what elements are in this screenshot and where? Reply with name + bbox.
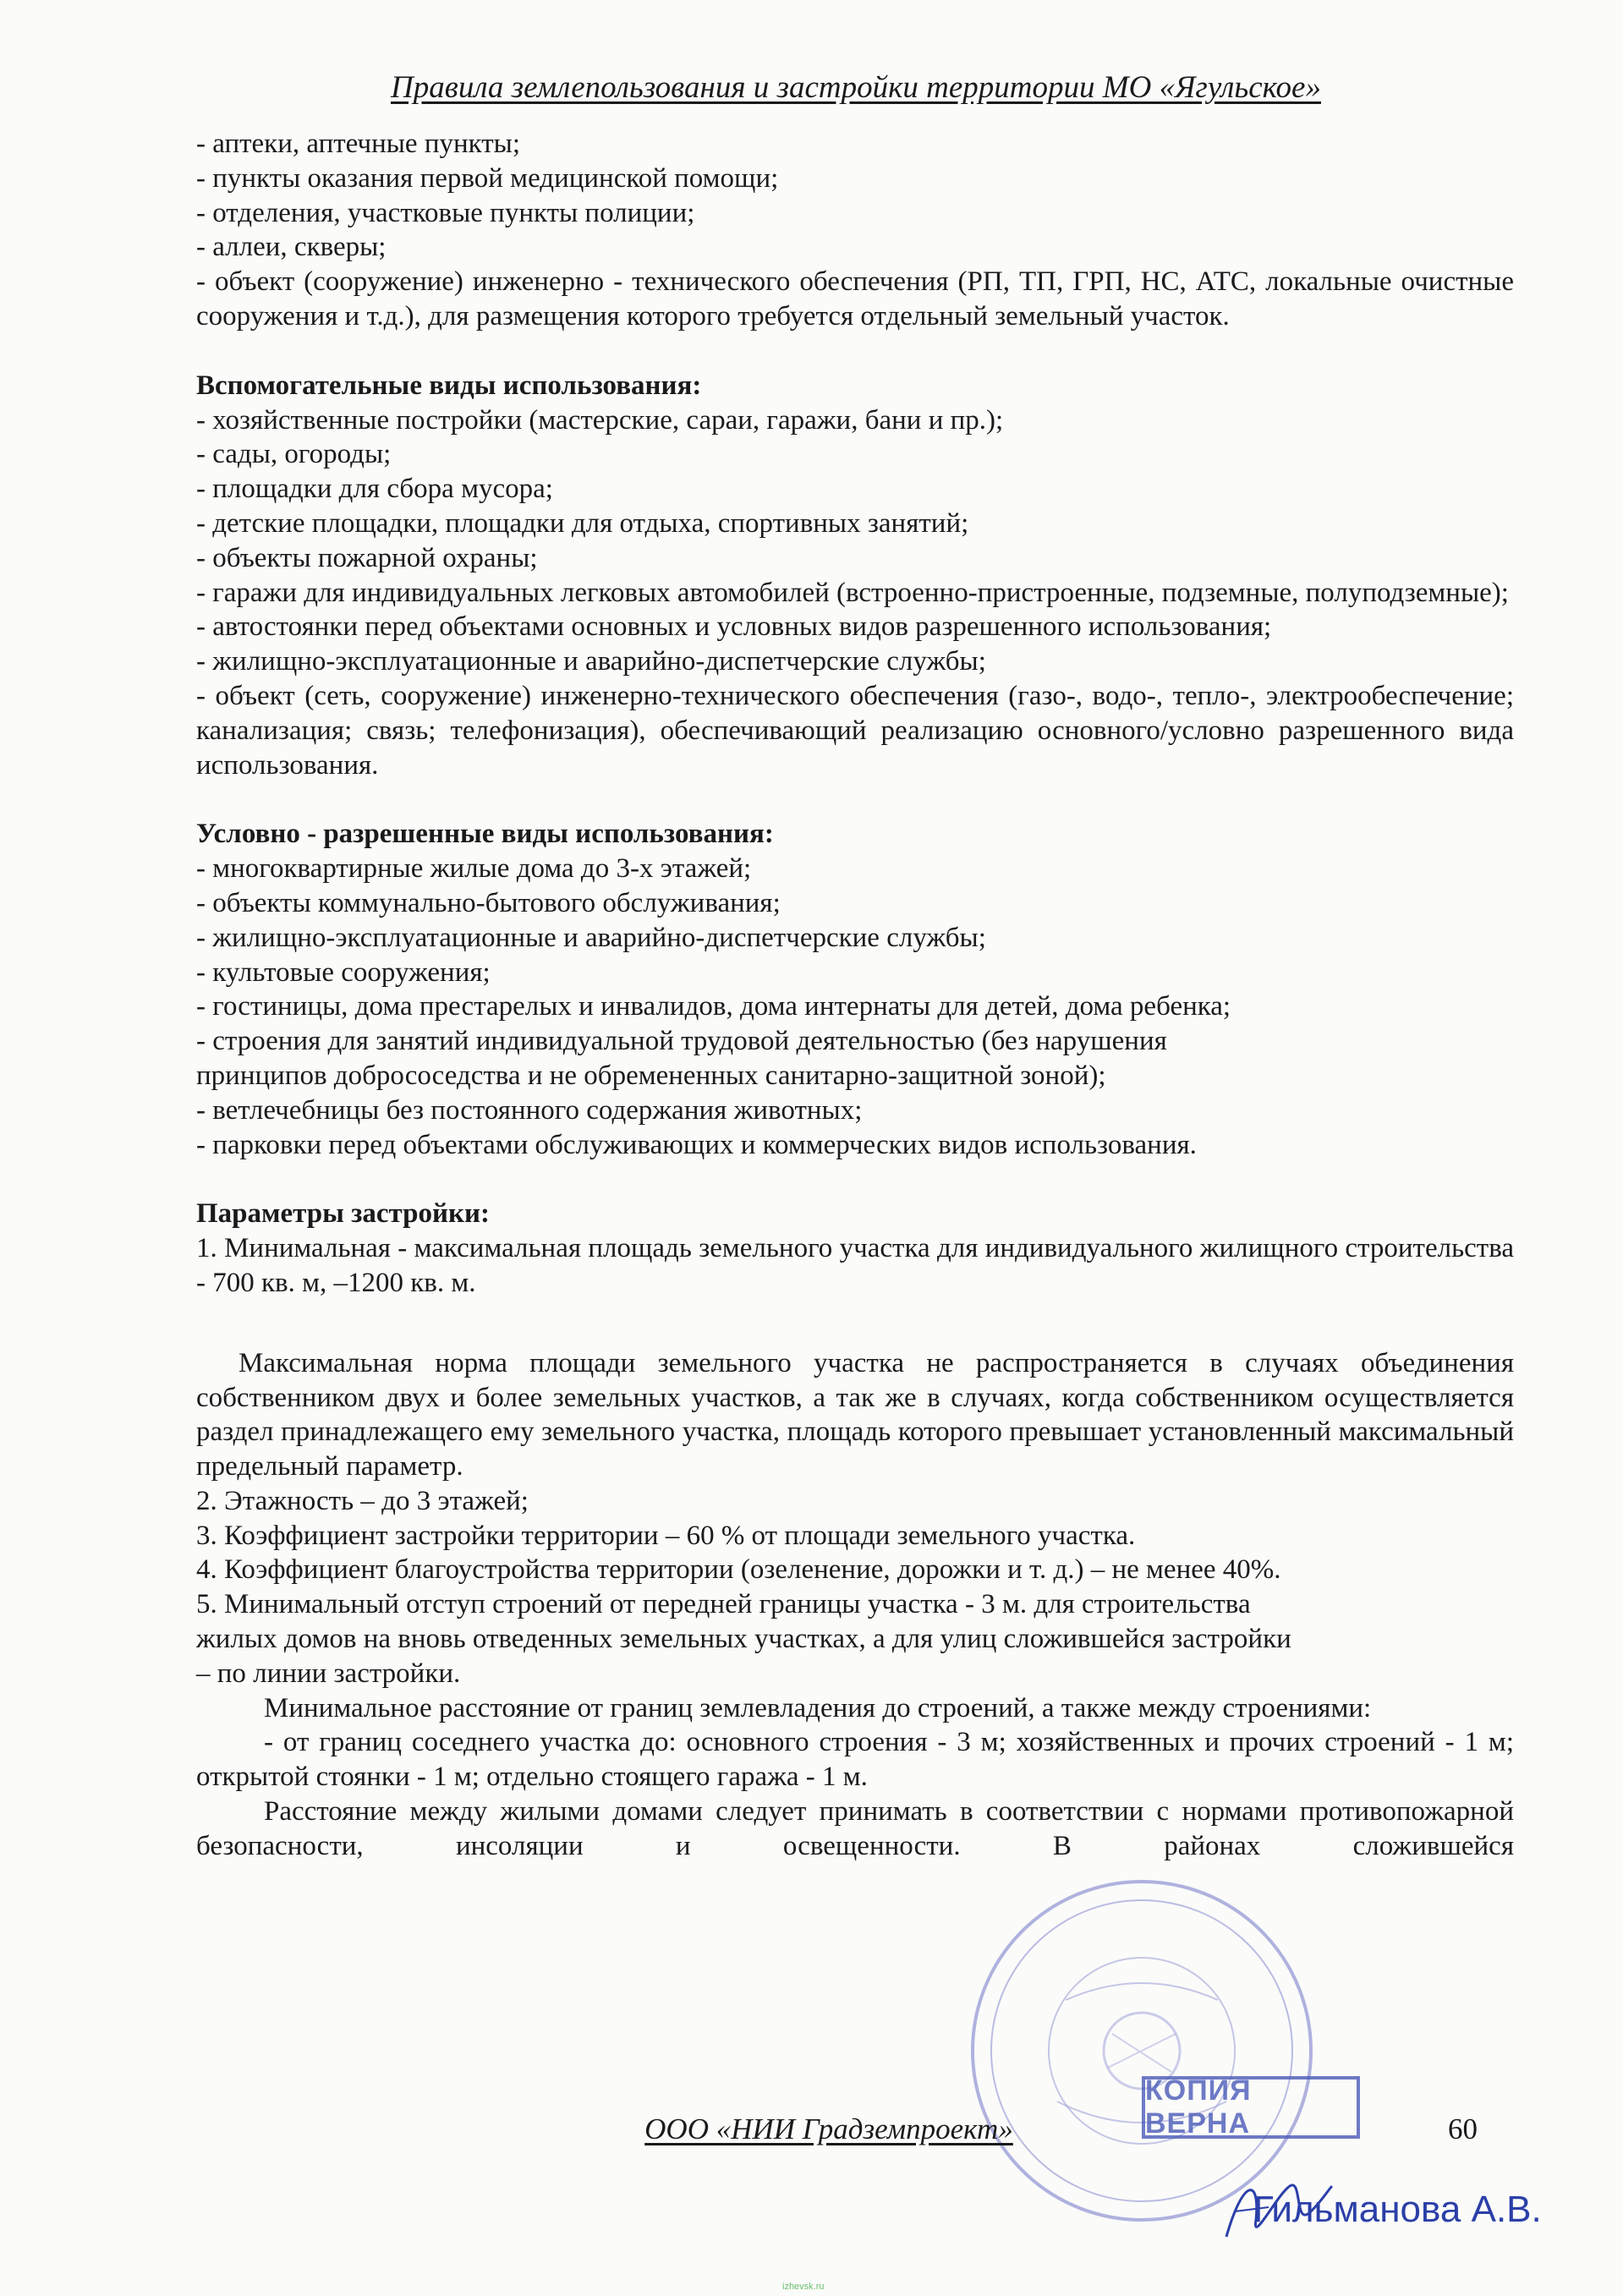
footer-company: ООО «НИИ Градземпроект»: [644, 2112, 1013, 2145]
houses-distance-paragraph: Расстояние между жилыми домами следует принимать в соответствии с нормами противопожарной безопасности, инсоляции и освещенности. В районах сложившейся: [196, 1796, 1514, 1861]
parameter-1: 1. Минимальная - максимальная площадь земельного участка для индивидуального жилищного строительства - 700 кв. м, –1200 кв. м.: [196, 1233, 1514, 1298]
from-borders-paragraph: - от границ соседнего участка до: основного строения - 3 м; хозяйственных и прочих строений - 1 м; открытой стоянки - 1 м; отдельно стоящего гаража - 1 м.: [196, 1727, 1514, 1793]
list-item: - сады, огороды;: [196, 439, 392, 470]
list-item: - объект (сооружение) инженерно - технического обеспечения (РП, ТП, ГРП, НС, АТС, локальные очистные сооружения и т.д.), для размещения которого требуется отдельный земельный участок.: [196, 266, 1514, 332]
section-heading-conditional: Условно - разрешенные виды использования:: [196, 819, 774, 850]
list-item: - автостоянки перед объектами основных и условных видов разрешенного использования;: [196, 611, 1272, 643]
max-norm-paragraph: Максимальная норма площади земельного участка не распространяется в случаях объединения собственником двух и более земельных участков, а так же в случаях, когда собственником осуществляется раздел принадлежащего ему земельного участка, площадь которого превышает установленный максимальный предельный параметр.: [196, 1347, 1514, 1482]
source-watermark: izhevsk.ru: [782, 2282, 825, 2292]
copy-certified-stamp: [1142, 2076, 1360, 2139]
min-distance-paragraph: Минимальное расстояние от границ землевладения до строений, а также между строениями:: [264, 1692, 1372, 1723]
parameter-2: 2. Этажность – до 3 этажей;: [196, 1485, 529, 1516]
list-item: - парковки перед объектами обслуживающих и коммерческих видов использования.: [196, 1129, 1197, 1160]
list-item: - многоквартирные жилые дома до 3-х этажей;: [196, 853, 752, 885]
list-item: - жилищно-эксплуатационные и аварийно-диспетчерские службы;: [196, 922, 986, 953]
list-item: - детские площадки, площадки для отдыха, спортивных занятий;: [196, 507, 969, 539]
copy-stamp-text: КОПИЯ ВЕРНА: [1145, 2074, 1252, 2140]
list-item: - отделения, участковые пункты полиции;: [196, 197, 695, 228]
list-item: - аллеи, скверы;: [196, 232, 387, 263]
list-item: - объект (сеть, сооружение) инженерно-технического обеспечения (газо-, водо-, тепло-, электрообеспечение; канализация; связь; телефонизация), обеспечивающий реализацию основного/условно разрешенного вида использования.: [196, 680, 1514, 781]
list-item: - гостиницы, дома престарелых и инвалидов, дома интернаты для детей, дома ребенка;: [196, 991, 1231, 1022]
list-item: - аптеки, аптечные пункты;: [196, 129, 520, 159]
parameter-3: 3. Коэффициент застройки территории – 60 % от площади земельного участка.: [196, 1520, 1136, 1551]
list-item: - гаражи для индивидуальных легковых автомобилей (встроенно-пристроенные, подземные, полуподземные);: [196, 577, 1509, 608]
parameter-5-line-3: – по линии застройки.: [196, 1658, 461, 1689]
list-item: - строения для занятий индивидуальной трудовой деятельностью (без нарушения: [196, 1026, 1167, 1057]
list-item: - ветлечебницы без постоянного содержания животных;: [196, 1094, 863, 1126]
list-item: - площадки для сбора мусора;: [196, 474, 553, 505]
document-body: [196, 127, 1514, 1864]
list-item: - жилищно-эксплуатационные и аварийно-диспетчерские службы;: [196, 646, 986, 677]
list-item: - культовые сооружения;: [196, 956, 491, 988]
list-item: - хозяйственные постройки (мастерские, сараи, гаражи, бани и пр.);: [196, 404, 1004, 436]
section-heading-auxiliary: Вспомогательные виды использования:: [196, 370, 702, 401]
parameter-5-line-1: 5. Минимальный отступ строений от передней границы участка - 3 м. для строительства: [196, 1589, 1251, 1620]
page-number: 60: [1448, 2112, 1478, 2145]
list-item: принципов добрососедства и не обремененных санитарно-защитной зоной);: [196, 1060, 1106, 1091]
page-header: Правила землепользования и застройки территории МО «Ягульское»: [391, 70, 1321, 105]
section-heading-parameters: Параметры застройки:: [196, 1198, 491, 1230]
list-item: - пункты оказания первой медицинской помощи;: [196, 162, 779, 194]
list-item: - объекты пожарной охраны;: [196, 542, 538, 573]
signer-name: Гильманова А.В.: [1253, 2189, 1542, 2230]
list-item: - объекты коммунально-бытового обслуживания;: [196, 887, 781, 918]
parameter-4: 4. Коэффициент благоустройства территории (озеленение, дорожки и т. д.) – не менее 40%.: [196, 1554, 1281, 1586]
parameter-5-line-2: жилых домов на вновь отведенных земельных участках, а для улиц сложившейся застройки: [196, 1624, 1291, 1655]
